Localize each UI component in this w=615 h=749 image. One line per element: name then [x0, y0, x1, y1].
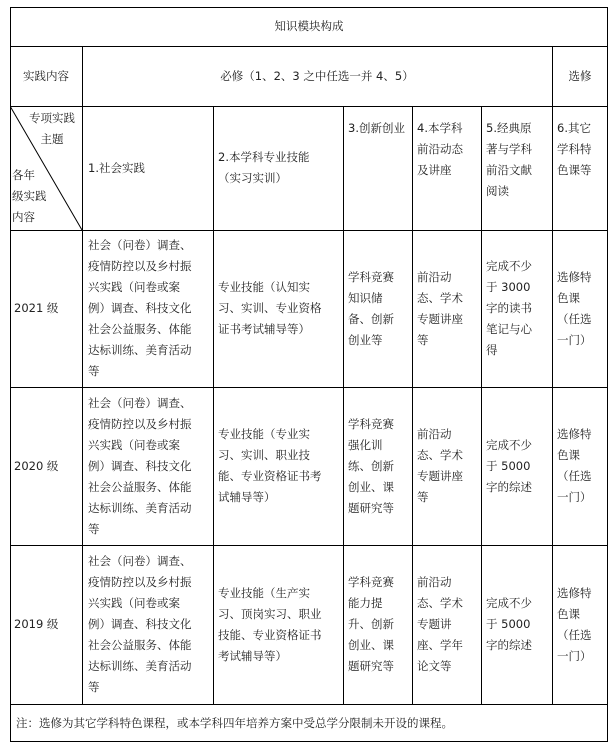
- table-cell: 专业技能（专业实 习、实训、职业技 能、专业资格证书考 试辅导等）: [218, 427, 322, 504]
- col-divider: [213, 106, 214, 704]
- col-divider: [481, 106, 482, 704]
- col-divider: [82, 46, 83, 704]
- column-header: 2.本学科专业技能 （实习实训）: [218, 150, 310, 185]
- diagonal-top-label: 专项实践 主题: [29, 111, 75, 146]
- header-elective: 选修: [568, 68, 592, 83]
- table-cell: 学科竞赛 强化训 练、创新 创业、课 题研究等: [348, 416, 394, 515]
- column-header: 6.其它 学科特 色课等: [557, 121, 592, 177]
- table-cell: 完成不少 于 5000 字的综述: [486, 437, 532, 494]
- knowledge-module-table: [10, 7, 608, 742]
- table-cell: 选修特 色课 （任选 一门）: [557, 269, 592, 347]
- col-divider: [343, 106, 344, 704]
- col-divider: [412, 106, 413, 704]
- diagonal-bottom-label: 各年 级实践 内容: [12, 168, 47, 224]
- table-cell: 前沿动 态、学术 专题讲座 等: [417, 269, 463, 347]
- table-cell: 选修特 色课 （任选 一门）: [557, 585, 592, 663]
- table-cell: 完成不少 于 3000 字的读书 笔记与心 得: [486, 259, 532, 357]
- table-cell: 学科竞赛 知识储 备、创新 创业等: [348, 269, 394, 347]
- table-cell: 前沿动 态、学术 专题讲座 等: [417, 427, 463, 504]
- table-cell: 选修特 色课 （任选 一门）: [557, 427, 592, 504]
- table-title: 知识模块构成: [274, 19, 344, 33]
- header-required: 必修（1、2、3 之中任选一并 4、5）: [220, 68, 414, 83]
- table-cell: 专业技能（认知实 习、实训、专业资格 证书考试辅导等）: [218, 280, 322, 336]
- table-cell: 社会（问卷）调查、 疫情防控以及乡村振 兴实践（问卷或案 例）调查、科技文化 社会公益服务、体能 达标训练、美育活动 等: [88, 395, 192, 536]
- grade-label: 2020 级: [14, 458, 59, 473]
- grade-label: 2019 级: [14, 617, 59, 631]
- table-cell: 专业技能（生产实 习、顶岗实习、职业 技能、专业资格证书 考试辅导等）: [218, 585, 322, 663]
- table-cell: 社会（问卷）调查、 疫情防控以及乡村振 兴实践（问卷或案 例）调查、科技文化 社会公益服务、体能 达标训练、美育活动 等: [88, 238, 192, 378]
- column-header: 5.经典原 著与学科 前沿文献 阅读: [486, 121, 532, 198]
- col-divider: [552, 46, 553, 704]
- grade-label: 2021 级: [14, 301, 59, 315]
- table-cell: 前沿动 态、学术 专题讲 座、学年 论文等: [417, 575, 463, 673]
- column-header: 3.创新创业: [348, 121, 405, 135]
- column-header: 1.社会实践: [88, 160, 145, 175]
- table-cell: 完成不少 于 5000 字的综述: [486, 596, 532, 652]
- table-cell: 学科竞赛 能力提 升、创新 创业、课 题研究等: [348, 575, 394, 673]
- table-cell: 社会（问卷）调查、 疫情防控以及乡村振 兴实践（问卷或案 例）调查、科技文化 社会公益服务、体能 达标训练、美育活动 等: [88, 554, 192, 694]
- header-practice-content: 实践内容: [23, 68, 69, 83]
- column-header: 4.本学科 前沿动态 及讲座: [417, 121, 463, 177]
- table-note: 注：选修为其它学科特色课程，或本学科四年培养方案中受总学分限制未开设的课程。: [16, 715, 453, 730]
